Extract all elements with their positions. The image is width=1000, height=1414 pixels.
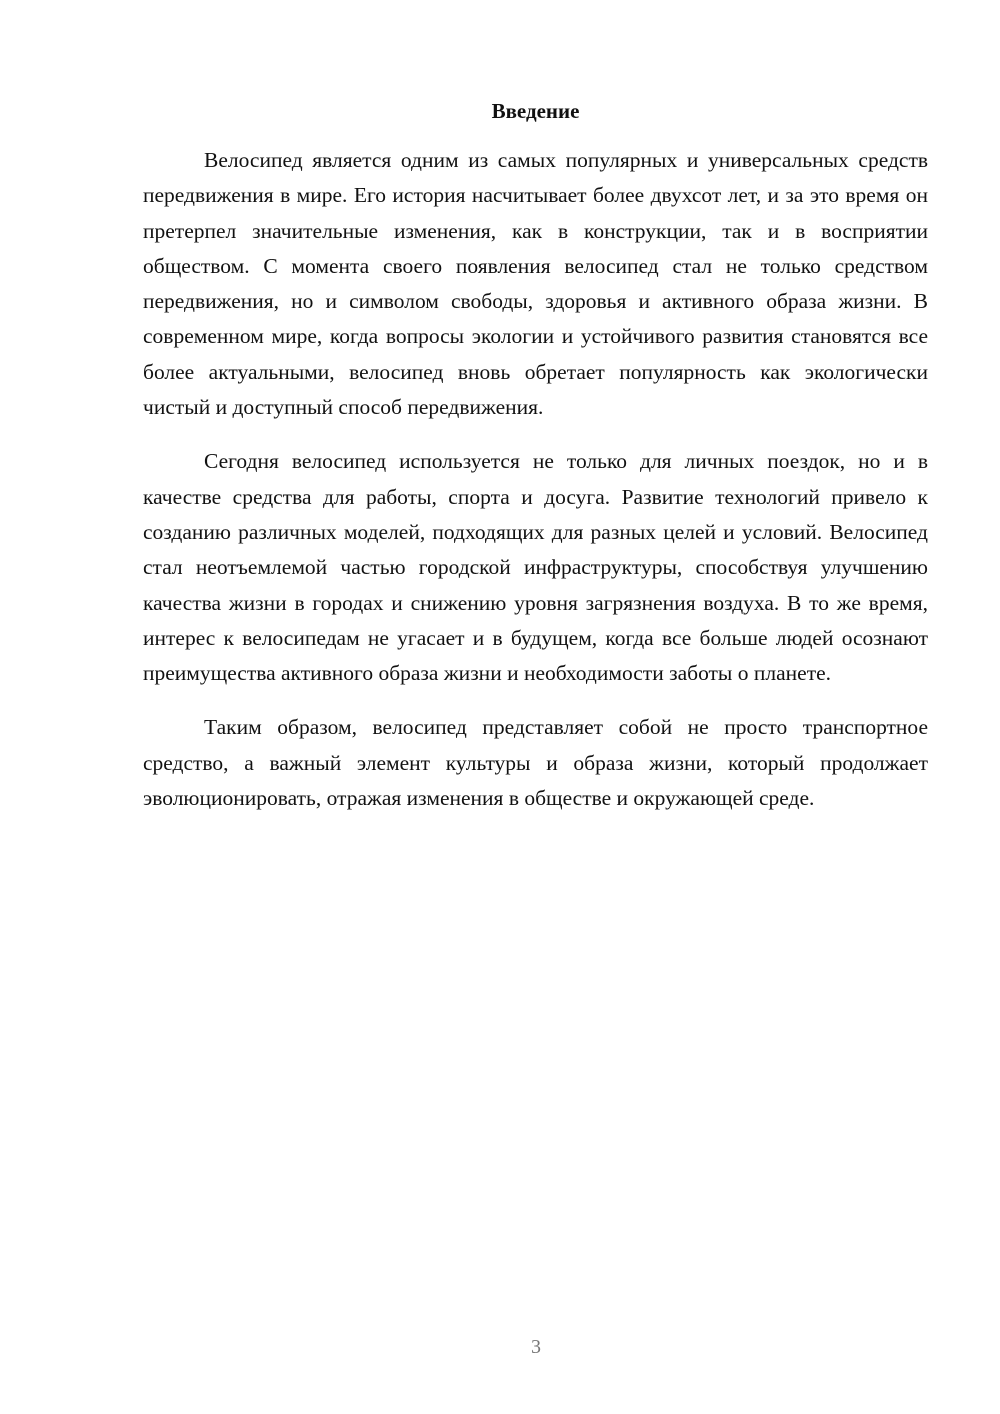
page-number: 3 [531, 1336, 541, 1358]
paragraph-modern-use: Сегодня велосипед используется не только для личных поездок, но и в качестве средства для работы, спорта и досуга. Развитие технологий привело к созданию различных моделей, подходящих для разных целей и условий. Велосипед стал неотъемлемой частью городской инфраструктуры, способствуя улучшению качества жизни в городах и снижению уровня загрязнения воздуха. В то же время, интерес к велосипедам не угасает и в будущем, когда все больше людей осознают преимущества активного образа жизни и необходимости заботы о планете. [143, 449, 928, 686]
paragraph-conclusion: Таким образом, велосипед представляет собой не просто транспортное средство, а важный элемент культуры и образа жизни, который продолжает эволюционировать, отражая изменения в обществе и окружающей среде. [143, 715, 928, 811]
page-content [143, 96, 928, 835]
page-title: Введение [491, 99, 580, 123]
paragraph-intro: Велосипед является одним из самых популярных и универсальных средств передвижения в мире. Его история насчитывает более двухсот лет, и за это время он претерпел значительные изменения, как в конструкции, так и в восприятии обществом. С момента своего появления велосипед стал не только средством передвижения, но и символом свободы, здоровья и активного образа жизни. В современном мире, когда вопросы экологии и устойчивого развития становятся все более актуальными, велосипед вновь обретает популярность как экологически чистый и доступный способ передвижения. [143, 148, 928, 420]
